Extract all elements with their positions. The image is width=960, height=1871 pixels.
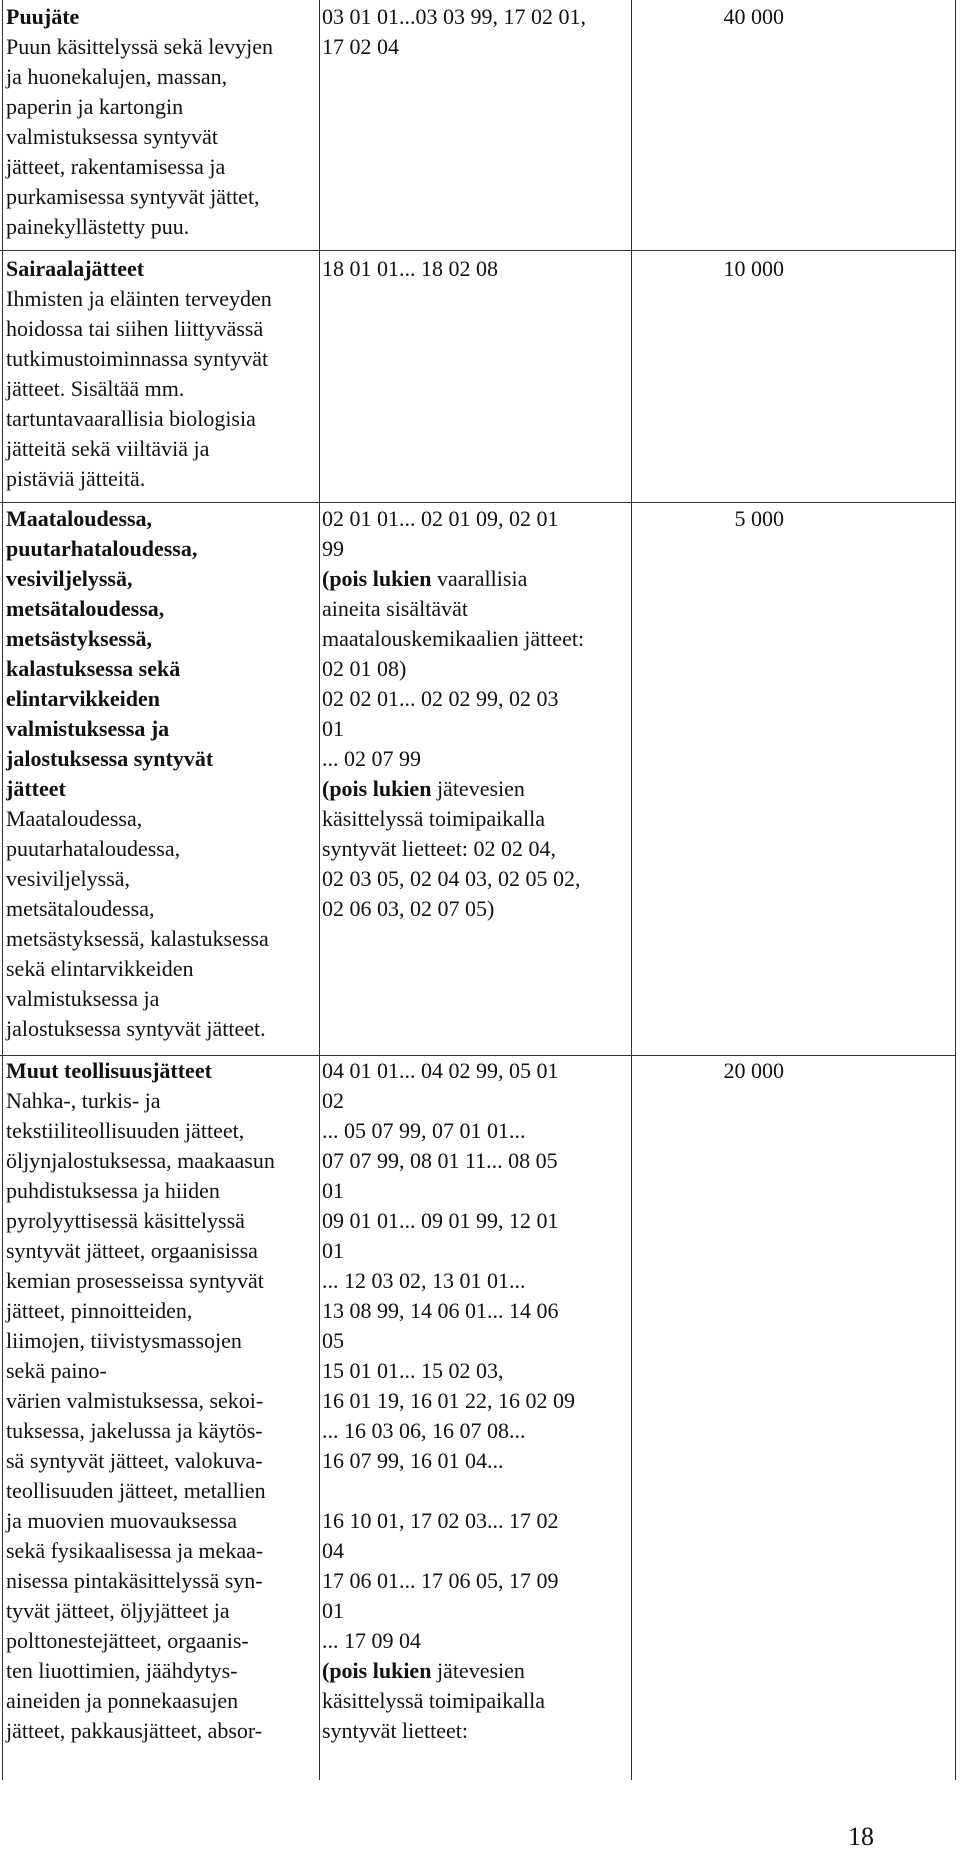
row-3-desc-line: vesiviljelyssä, — [6, 866, 131, 891]
row-3-code-line — [322, 774, 584, 804]
row-4-desc-line: teollisuuden jätteet, metallien — [6, 1478, 266, 1503]
row-4-desc-line: jätteet, pakkausjätteet, absor- — [6, 1718, 263, 1743]
row-2-description-cell — [6, 254, 272, 494]
row-4-code-line: 17 06 01... 17 06 05, 17 09 — [322, 1568, 559, 1593]
row-1-desc-line: painekyllästetty puu. — [6, 214, 190, 239]
row-4-desc-line: nisessa pintakäsittelyssä syn- — [6, 1568, 263, 1593]
row-4-desc-line: tyvät jätteet, öljyjätteet ja — [6, 1598, 230, 1623]
row-2-codes-cell — [322, 254, 498, 284]
row-4-code-line: 01 — [322, 1238, 344, 1263]
row-2-desc-line: jätteitä sekä viiltäviä ja — [6, 436, 210, 461]
row-3-heading-line: kalastuksessa sekä — [6, 656, 181, 681]
row-1-code-line: 17 02 04 — [322, 34, 399, 59]
row-4-desc-line: ten liuottimien, jäähdytys- — [6, 1658, 238, 1683]
row-4-code-line: ... 17 09 04 — [322, 1628, 421, 1653]
row-4-code-line: syntyvät lietteet: — [322, 1718, 469, 1743]
row-4-code-line: 02 — [322, 1088, 344, 1113]
row-4-code-line: 16 10 01, 17 02 03... 17 02 — [322, 1508, 559, 1533]
row-3-code-line: 02 02 01... 02 02 99, 02 03 — [322, 686, 559, 711]
row-4-desc-line: pyrolyyttisessä käsittelyssä — [6, 1208, 245, 1233]
row-3-amount: 5 000 — [734, 506, 784, 531]
row-4-desc-line: polttonestejätteet, orgaanis- — [6, 1628, 249, 1653]
row-3-codes-cell — [322, 504, 584, 924]
row-3-code-line: käsittelyssä toimipaikalla — [322, 806, 546, 831]
row-3-code-line: 99 — [322, 536, 344, 561]
row-3-desc-line: metsästyksessä, kalastuksessa — [6, 926, 269, 951]
row-4-code-line: käsittelyssä toimipaikalla — [322, 1688, 546, 1713]
row-1-heading: Puujäte — [6, 4, 80, 29]
row-3-code-line: 02 03 05, 02 04 03, 02 05 02, — [322, 866, 581, 891]
row-3-desc-line: metsätaloudessa, — [6, 896, 155, 921]
row-4-code-bold: (pois lukien — [322, 1658, 432, 1683]
row-3-heading-line: elintarvikkeiden — [6, 686, 161, 711]
row-4-code-line: 13 08 99, 14 06 01... 14 06 — [322, 1298, 559, 1323]
row-4-code-line: 04 — [322, 1538, 344, 1563]
row-4-desc-line: jätteet, pinnoitteiden, — [6, 1298, 193, 1323]
row-4-code-line: 01 — [322, 1598, 344, 1623]
row-3-description-cell — [6, 504, 269, 1044]
row-4-code-line: ... 05 07 99, 07 01 01... — [322, 1118, 526, 1143]
row-2-desc-line: tutkimustoiminnassa syntyvät — [6, 346, 269, 371]
page-number: 18 — [848, 1822, 874, 1851]
row-1-desc-line: Puun käsittelyssä sekä levyjen — [6, 34, 274, 59]
row-4-code-line: 07 07 99, 08 01 11... 08 05 — [322, 1148, 558, 1173]
row-3-desc-line: Maataloudessa, — [6, 806, 143, 831]
row-4-codes-cell — [322, 1056, 575, 1746]
row-4-desc-line: ja muovien muovauksessa — [6, 1508, 237, 1533]
row-4-code-line: 04 01 01... 04 02 99, 05 01 — [322, 1058, 559, 1083]
row-3-code-line: 02 06 03, 02 07 05) — [322, 896, 495, 921]
row-1-description-cell — [6, 2, 273, 242]
row-divider-2 — [0, 502, 956, 503]
row-4-code-line: 15 01 01... 15 02 03, — [322, 1358, 504, 1383]
row-2-desc-line: jätteet. Sisältää mm. — [6, 376, 185, 401]
row-3-desc-line: jalostuksessa syntyvät jätteet. — [6, 1016, 266, 1041]
row-3-desc-line: valmistuksessa ja — [6, 986, 160, 1011]
row-4-desc-line: syntyvät jätteet, orgaanisissa — [6, 1238, 258, 1263]
row-4-desc-line: tuksessa, jakelussa ja käytös- — [6, 1418, 263, 1443]
row-4-code-line: 05 — [322, 1328, 344, 1353]
row-3-heading-line: metsätaloudessa, — [6, 596, 165, 621]
row-divider-1 — [0, 250, 956, 251]
row-4-code-line: 16 07 99, 16 01 04... — [322, 1448, 504, 1473]
row-4-desc-line: tekstiiliteollisuuden jätteet, — [6, 1118, 245, 1143]
table-border-col1 — [319, 0, 320, 1780]
row-3-code-line: 01 — [322, 716, 344, 741]
row-4-desc-line: Nahka-, turkis- ja — [6, 1088, 161, 1113]
row-4-code-rest: jätevesien — [431, 1658, 525, 1683]
row-4-code-line: 09 01 01... 09 01 99, 12 01 — [322, 1208, 559, 1233]
row-1-desc-line: purkamisessa syntyvät jättet, — [6, 184, 260, 209]
row-4-desc-line: puhdistuksessa ja hiiden — [6, 1178, 220, 1203]
row-1-desc-line: paperin ja kartongin — [6, 94, 184, 119]
row-3-heading-line: jätteet — [6, 776, 66, 801]
table-border-right — [955, 0, 956, 1780]
row-3-code-line: aineita sisältävät — [322, 596, 468, 621]
row-3-heading-line: puutarhataloudessa, — [6, 536, 198, 561]
row-2-desc-line: Ihmisten ja eläinten terveyden — [6, 286, 272, 311]
row-3-code-rest: jätevesien — [431, 776, 525, 801]
row-4-code-line: ... 12 03 02, 13 01 01... — [322, 1268, 526, 1293]
row-4-heading: Muut teollisuusjätteet — [6, 1058, 212, 1083]
row-3-code-line: 02 01 08) — [322, 656, 407, 681]
row-2-desc-line: tartuntavaarallisia biologisia — [6, 406, 256, 431]
row-3-heading-line: jalostuksessa syntyvät — [6, 746, 214, 771]
row-3-code-bold: (pois lukien — [322, 776, 432, 801]
row-2-code-line: 18 01 01... 18 02 08 — [322, 256, 498, 281]
row-3-code-line: maatalouskemikaalien jätteet: — [322, 626, 585, 651]
row-4-code-line: 01 — [322, 1178, 344, 1203]
row-4-desc-line: liimojen, tiivistysmassojen — [6, 1328, 242, 1353]
row-2-heading: Sairaalajätteet — [6, 256, 145, 281]
row-1-amount: 40 000 — [723, 4, 784, 29]
row-3-code-line: 02 01 01... 02 01 09, 02 01 — [322, 506, 559, 531]
row-1-codes-cell — [322, 2, 586, 62]
row-3-heading-line: vesiviljelyssä, — [6, 566, 133, 591]
row-3-code-line — [322, 564, 584, 594]
row-4-code-line: 16 01 19, 16 01 22, 16 02 09 — [322, 1388, 575, 1413]
row-2-desc-line: hoidossa tai siihen liittyvässä — [6, 316, 264, 341]
row-3-heading-line: metsästyksessä, — [6, 626, 153, 651]
table-border-left — [2, 0, 3, 1780]
row-3-code-line: ... 02 07 99 — [322, 746, 421, 771]
row-4-description-cell — [6, 1056, 275, 1746]
row-4-code-line: ... 16 03 06, 16 07 08... — [322, 1418, 526, 1443]
row-4-desc-line: värien valmistuksessa, sekoi- — [6, 1388, 264, 1413]
row-4-desc-line: aineiden ja ponnekaasujen — [6, 1688, 239, 1713]
row-1-code-line: 03 01 01...03 03 99, 17 02 01, — [322, 4, 586, 29]
table-border-col2 — [631, 0, 632, 1780]
row-1-desc-line: jätteet, rakentamisessa ja — [6, 154, 226, 179]
row-4-desc-line: kemian prosesseissa syntyvät — [6, 1268, 264, 1293]
row-4-desc-line: sekä fysikaalisessa ja mekaa- — [6, 1538, 264, 1563]
row-2-amount: 10 000 — [723, 256, 784, 281]
row-3-heading-line: valmistuksessa ja — [6, 716, 170, 741]
row-4-code-line — [322, 1656, 575, 1686]
row-4-amount: 20 000 — [723, 1058, 784, 1083]
row-1-desc-line: ja huonekalujen, massan, — [6, 64, 228, 89]
row-3-code-bold: (pois lukien — [322, 566, 432, 591]
row-3-heading-line: Maataloudessa, — [6, 506, 153, 531]
row-2-desc-line: pistäviä jätteitä. — [6, 466, 146, 491]
row-4-desc-line: sekä paino- — [6, 1358, 107, 1383]
row-3-code-rest: vaarallisia — [431, 566, 528, 591]
row-3-desc-line: sekä elintarvikkeiden — [6, 956, 194, 981]
row-4-code-line — [322, 1476, 575, 1506]
row-3-desc-line: puutarhataloudessa, — [6, 836, 181, 861]
row-3-code-line: syntyvät lietteet: 02 02 04, — [322, 836, 557, 861]
row-4-desc-line: öljynjalostuksessa, maakaasun — [6, 1148, 275, 1173]
row-1-desc-line: valmistuksessa syntyvät — [6, 124, 219, 149]
row-4-desc-line: sä syntyvät jätteet, valokuva- — [6, 1448, 263, 1473]
